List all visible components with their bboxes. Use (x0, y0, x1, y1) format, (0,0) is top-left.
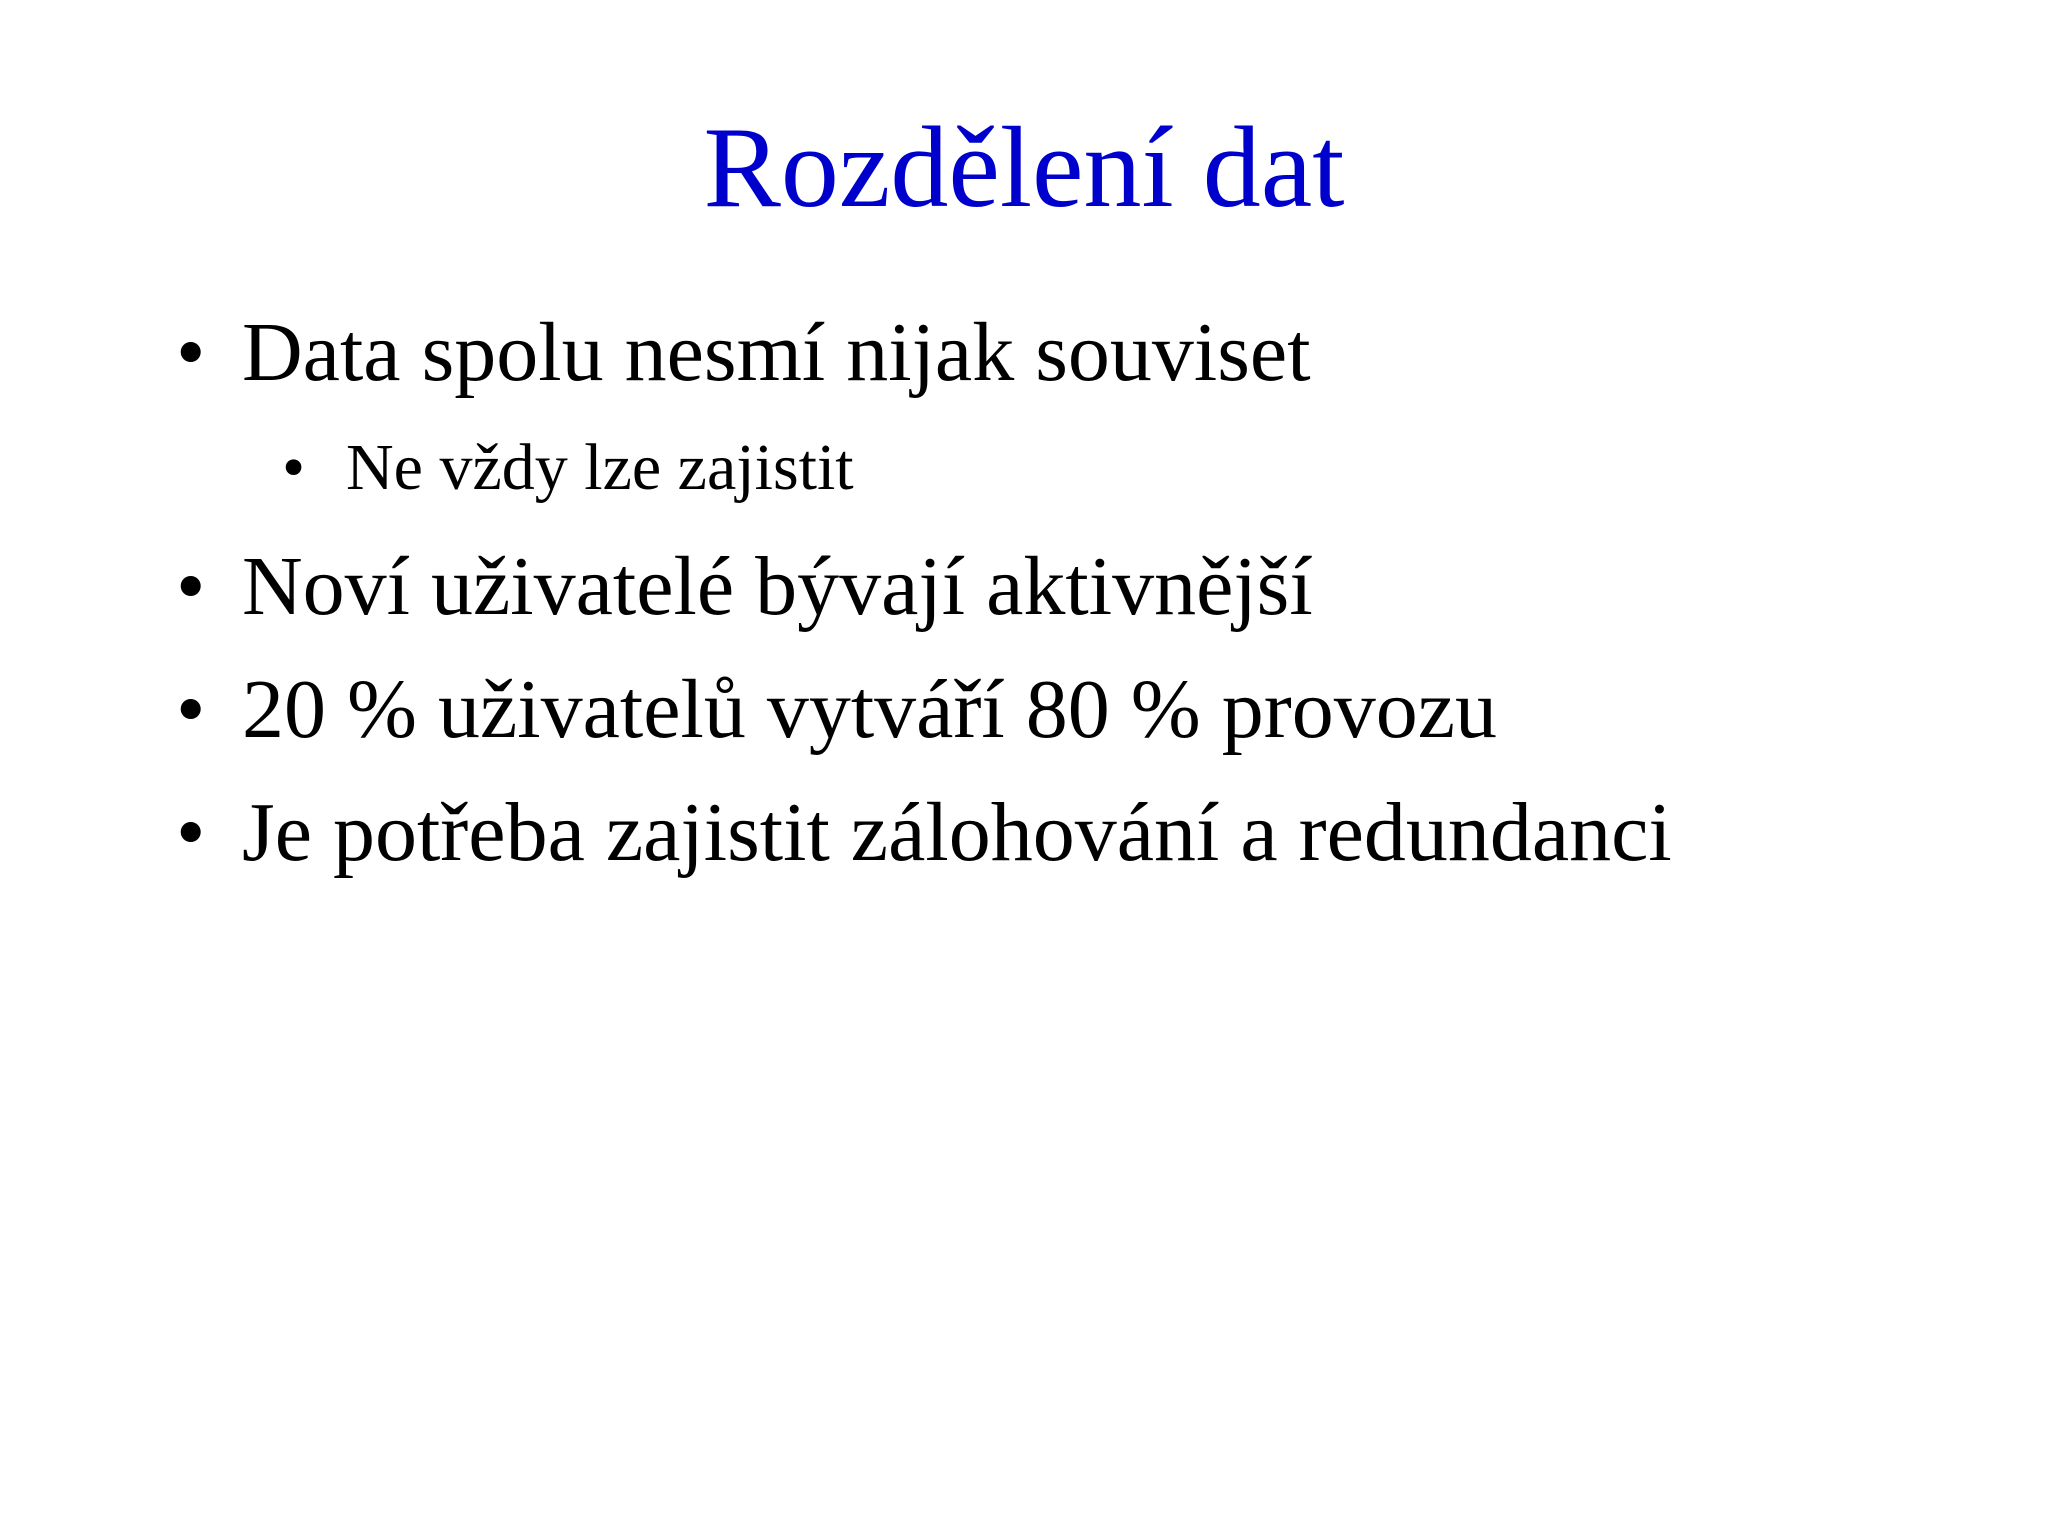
bullet-icon: • (176, 663, 206, 756)
bullet-text: Je potřeba zajistit zálohování a redundanci (242, 786, 1672, 879)
bullet-text: Noví uživatelé bývají aktivnější (242, 540, 1313, 633)
bullet-icon: • (176, 540, 206, 633)
bullet-icon: • (176, 786, 206, 879)
slide-title: Rozdělení dat (703, 104, 1345, 232)
bullet-icon: • (176, 306, 206, 399)
bullet-text: 20 % uživatelů vytváří 80 % provozu (242, 663, 1497, 756)
bullet-icon: • (282, 431, 306, 504)
bullet-text: Data spolu nesmí nijak souviset (242, 306, 1311, 399)
bullet-text: Ne vždy lze zajistit (346, 431, 854, 504)
